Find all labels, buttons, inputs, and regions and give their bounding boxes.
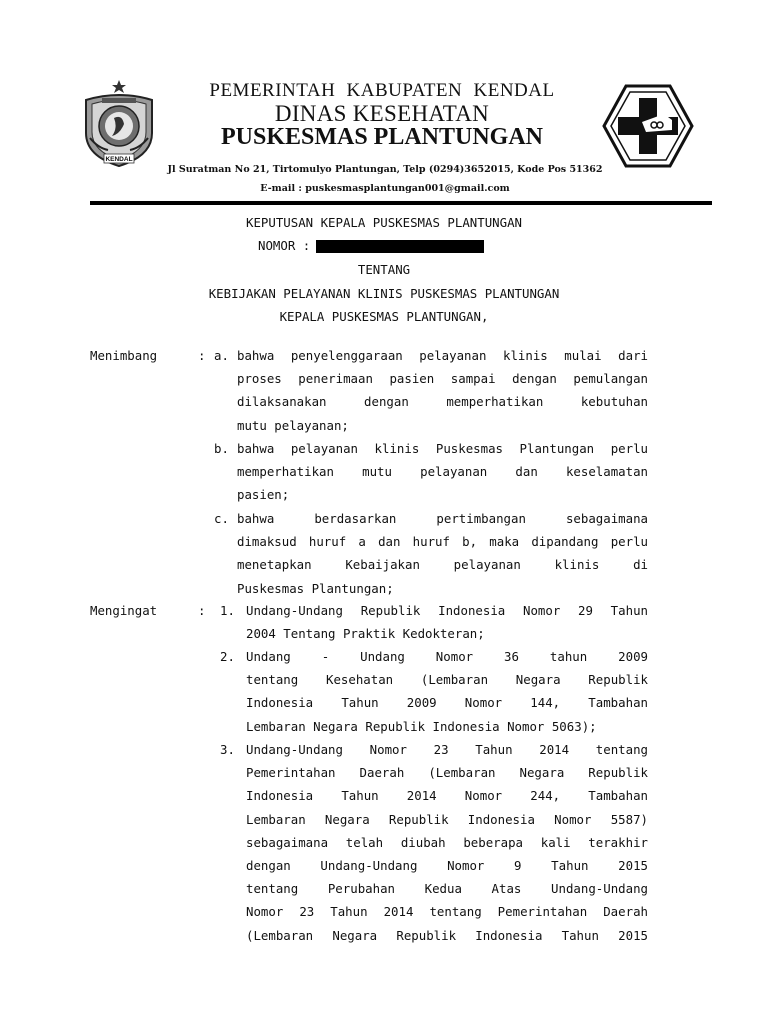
menimbang-label: Menimbang bbox=[90, 348, 158, 363]
letterhead-agency-line: DINAS KESEHATAN bbox=[274, 101, 490, 126]
menimbang-marker-b: b. bbox=[214, 441, 229, 456]
menimbang-item-a bbox=[237, 344, 648, 437]
mengingat-item-2 bbox=[246, 645, 648, 738]
decree-title: KEPUTUSAN KEPALA PUSKESMAS PLANTUNGAN bbox=[245, 215, 522, 230]
text-line: mutu pelayanan; bbox=[237, 417, 349, 433]
menimbang-colon: : bbox=[198, 348, 206, 363]
text-line: menetapkan Kebaijakan pelayanan klinis di bbox=[237, 557, 648, 573]
text-line: Indonesia Tahun 2014 Nomor 244, Tambahan bbox=[246, 788, 648, 804]
text-line: pasien; bbox=[237, 487, 290, 503]
text-line: dimaksud huruf a dan huruf b, maka dipandang perlu bbox=[237, 534, 648, 550]
text-line: Pemerintahan Daerah (Lembaran Negara Republik bbox=[246, 765, 648, 781]
decree-number-row bbox=[258, 238, 484, 253]
menimbang-marker-a: a. bbox=[214, 348, 229, 363]
text-line: Undang-Undang Republik Indonesia Nomor 29 Tahun bbox=[246, 603, 648, 618]
text-line: Lembaran Negara Republik Indonesia Nomor 5063); bbox=[246, 718, 597, 734]
text-line: tentang Perubahan Kedua Atas Undang-Undang bbox=[246, 881, 648, 897]
kendal-regency-emblem-icon bbox=[78, 78, 160, 170]
text-line: tentang Kesehatan (Lembaran Negara Republik bbox=[246, 672, 648, 688]
letterhead-institution-line: PUSKESMAS PLANTUNGAN bbox=[220, 124, 544, 150]
mengingat-marker-3: 3. bbox=[220, 742, 235, 757]
text-line: bahwa pelayanan klinis Puskesmas Plantungan perlu bbox=[237, 441, 648, 456]
menimbang-item-c bbox=[237, 507, 648, 600]
text-line: Undang - Undang Nomor 36 tahun 2009 bbox=[246, 649, 648, 664]
mengingat-label: Mengingat bbox=[90, 603, 158, 618]
letterhead-government-line: PEMERINTAH KABUPATEN KENDAL bbox=[209, 80, 555, 101]
letterhead-divider bbox=[90, 201, 712, 205]
redacted-number bbox=[316, 240, 484, 253]
text-line: dengan Undang-Undang Nomor 9 Tahun 2015 bbox=[246, 857, 648, 873]
text-line: sebagaimana telah diubah beberapa kali terakhir bbox=[246, 834, 648, 850]
text-line: memperhatikan mutu pelayanan dan keselamatan bbox=[237, 464, 648, 480]
mengingat-colon: : bbox=[198, 603, 206, 618]
emblem-caption: KENDAL bbox=[105, 156, 133, 163]
menimbang-marker-c: c. bbox=[214, 511, 229, 526]
decree-number-label: NOMOR : bbox=[258, 238, 311, 253]
text-line: (Lembaran Negara Republik Indonesia Tahun 2015 bbox=[246, 927, 648, 943]
letterhead-address: Jl Suratman No 21, Tirtomulyo Plantungan, Telp (0294)3652015, Kode Pos 51362 bbox=[167, 164, 603, 175]
mengingat-marker-2: 2. bbox=[220, 649, 235, 664]
text-line: Puskesmas Plantungan; bbox=[237, 580, 394, 596]
text-line: bahwa penyelenggaraan pelayanan klinis mulai dari bbox=[237, 348, 648, 363]
text-line: Lembaran Negara Republik Indonesia Nomor 5587) bbox=[246, 811, 648, 827]
text-line: Indonesia Tahun 2009 Nomor 144, Tambahan bbox=[246, 695, 648, 711]
mengingat-marker-1: 1. bbox=[220, 603, 235, 618]
decree-subject: KEBIJAKAN PELAYANAN KLINIS PUSKESMAS PLANTUNGAN bbox=[208, 286, 560, 301]
decree-issuer: KEPALA PUSKESMAS PLANTUNGAN, bbox=[279, 309, 489, 324]
puskesmas-cross-logo-icon bbox=[602, 84, 694, 168]
menimbang-item-b bbox=[237, 437, 648, 507]
text-line: dilaksanakan dengan memperhatikan kebutuhan bbox=[237, 394, 648, 410]
text-line: Undang-Undang Nomor 23 Tahun 2014 tentang bbox=[246, 742, 648, 757]
decree-tentang: TENTANG bbox=[357, 262, 411, 277]
text-line: 2004 Tentang Praktik Kedokteran; bbox=[246, 626, 485, 642]
mengingat-item-3 bbox=[246, 738, 648, 947]
text-line: proses penerimaan pasien sampai dengan pemulangan bbox=[237, 371, 648, 387]
text-line: Nomor 23 Tahun 2014 tentang Pemerintahan Daerah bbox=[246, 904, 648, 920]
mengingat-item-1 bbox=[246, 599, 648, 645]
text-line: bahwa berdasarkan pertimbangan sebagaimana bbox=[237, 511, 648, 526]
letterhead-email: E-mail : puskesmasplantungan001@gmail.com bbox=[260, 183, 510, 194]
